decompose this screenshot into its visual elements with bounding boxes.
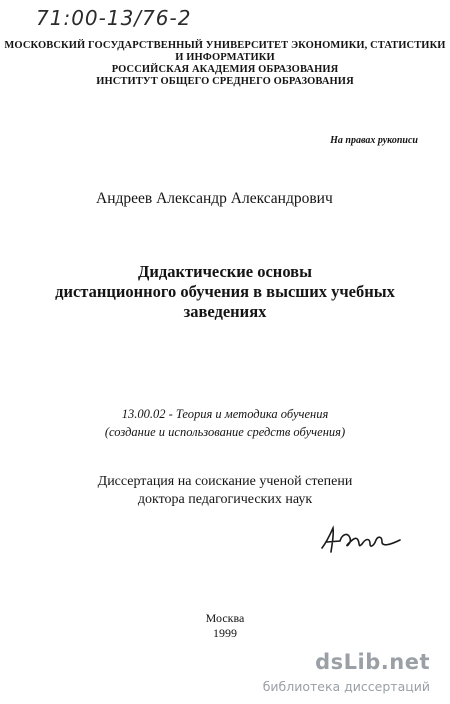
dissertation-title <box>0 262 450 322</box>
watermark-subtitle: библиотека диссертаций <box>262 679 430 694</box>
specialty-block <box>0 405 450 441</box>
institution-line-3: ИНСТИТУТ ОБЩЕГО СРЕДНЕГО ОБРАЗОВАНИЯ <box>96 76 354 87</box>
place: Москва <box>205 611 245 625</box>
institution-block <box>0 40 450 88</box>
title-line-2: дистанционного обучения в высших учебных <box>55 282 395 301</box>
degree-block <box>0 473 450 509</box>
degree-line-1: Диссертация на соискание ученой степени <box>97 474 353 489</box>
handwritten-code: 71:00-13/76-2 <box>36 6 192 30</box>
institution-line-2: РОССИЙСКАЯ АКАДЕМИЯ ОБРАЗОВАНИЯ <box>111 64 339 75</box>
specialty-line-2: (создание и использование средств обучения) <box>104 425 346 439</box>
institution-line-1: МОСКОВСКИЙ ГОСУДАРСТВЕННЫЙ УНИВЕРСИТЕТ ЭКОНОМИКИ, СТАТИСТИКИ И ИНФОРМАТИКИ <box>4 40 446 63</box>
watermark-brand: dsLib.net <box>315 650 430 674</box>
degree-line-2: доктора педагогических наук <box>137 492 313 507</box>
place-year <box>0 611 450 641</box>
year: 1999 <box>213 626 237 640</box>
title-line-3: заведениях <box>183 302 267 321</box>
signature <box>318 522 404 558</box>
title-line-1: Дидактические основы <box>138 262 312 281</box>
specialty-line-1: 13.00.02 - Теория и методика обучения <box>121 407 329 421</box>
rights-note: На правах рукописи <box>330 135 418 146</box>
author-name: Андреев Александр Александрович <box>96 190 333 207</box>
